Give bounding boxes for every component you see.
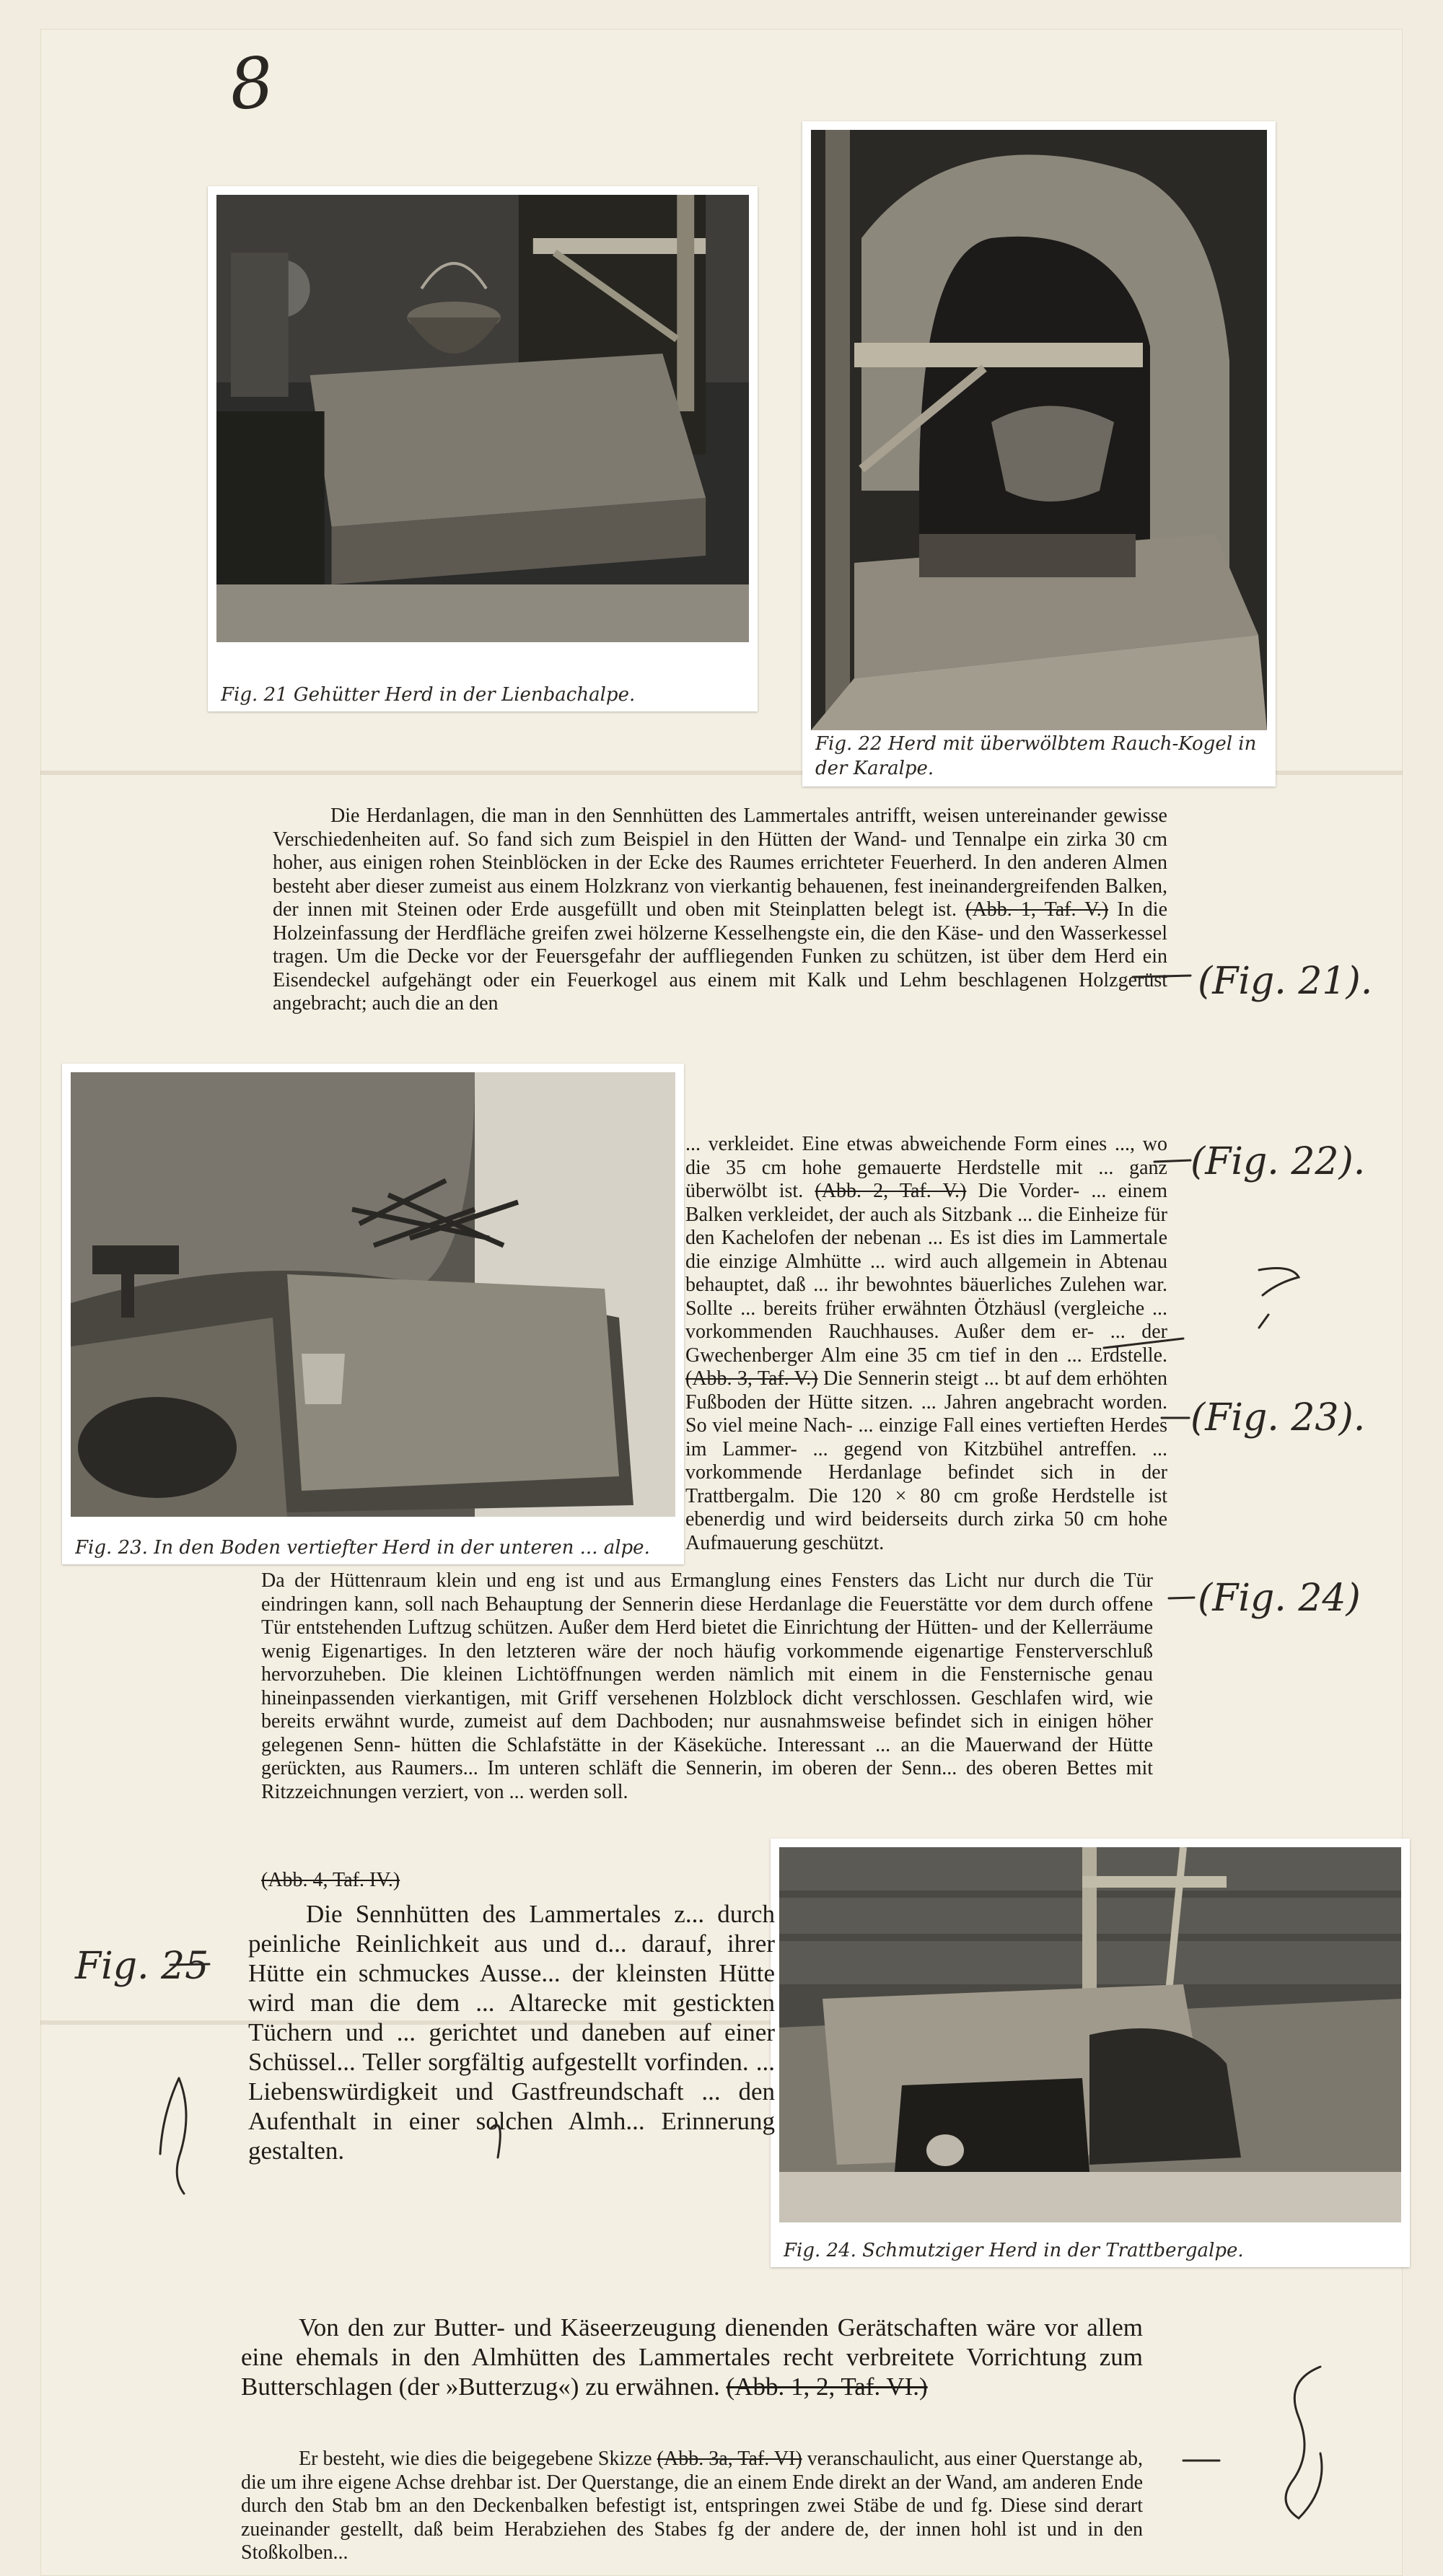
figure-21-caption: Fig. 21 Gehütter Herd in der Lienbachalpe. [221, 684, 636, 706]
plate-reference: (Abb. 1, Taf. V.) [965, 898, 1109, 921]
plate-reference: (Abb. 3a, Taf. VI) [657, 2448, 802, 2470]
plate-reference: (Abb. 3, Taf. V.) [685, 1367, 818, 1390]
margin-ref-fig-22: (Fig. 22). [1190, 1140, 1366, 1183]
plate-reference: (Abb. 2, Taf. V.) [815, 1180, 967, 1202]
paragraph-butterzug [241, 2313, 1143, 2401]
figure-24 [771, 1839, 1410, 2267]
plate-reference: (Abb. 1, 2, Taf. VI.) [726, 2373, 928, 2401]
plate-reference: (Abb. 4, Taf. IV.) [261, 1869, 400, 1891]
paragraph-text: Von den zur Butter- und Käseerzeugung dienenden Gerätschaften wäre vor allem eine ehemals in den Almhütten des Lammertales recht verbreitete Vorrichtung zum Butterschlagen (der »Butterzug«) zu erwähnen. [241, 2313, 1143, 2401]
figure-24-image [779, 1847, 1401, 2222]
figure-22-caption: Fig. 22 Herd mit überwölbtem Rauch-Kogel in der Karalpe. [815, 733, 1257, 779]
paragraph-herdanlagen [273, 805, 1167, 1016]
figure-24-caption: Fig. 24. Schmutziger Herd in der Trattbergalpe. [784, 2240, 1244, 2261]
paragraph-text: Die Sennerin steigt ... bt auf dem erhöhten Fußboden der Hütte sitzen. ... Jahren angebracht worden. So viel meine Nach- ... einzige Fall eines vertieften Herdes im Lammer- ... gegend von Kitzbühel antreffen. ... vorkommende Herdanlage befindet sich in der Trattbergalm. Die 120 × 80 cm große Herdstelle ist ebenerdig und wird beiderseits durch zirka 50 cm hohe Aufmauerung geschützt. [685, 1367, 1167, 1554]
paragraph-text: Die Herdanlagen, die man in den Sennhütten des Lammertales antrifft, weisen untereinander gewisse Verschiedenheiten auf. So fand sich zum Beispiel in den Hütten der Wand- und Tennalpe ein zirka 30 cm hoher, aus einigen rohen Steinblöcken in der Ecke des Raumes errichteter Feuerherd. In den anderen Almen besteht aber dieser zumeist aus einem Holzkranz von vierkantig behauenen, fest ineinandergreifenden Balken, der innen mit Steinen oder Erde ausgefüllt und oben mit Steinplatten belegt ist. [273, 805, 1167, 921]
paragraph-herdanlagen-continued [685, 1133, 1167, 1559]
margin-ref-fig-24: (Fig. 24) [1198, 1577, 1361, 1620]
figure-21-image [216, 195, 749, 642]
figure-22 [802, 121, 1276, 787]
margin-ref-fig-23: (Fig. 23). [1190, 1396, 1366, 1440]
paragraph-skizze [241, 2448, 1143, 2570]
paragraph-text: Die Vorder- ... einem Balken verkleidet, der auch als Sitzbank ... die Einheize für den Kachelofen der nebenan ... Es ist dies im Lammertale die einzige Almhütte ... wird auch allgemein in Abtenau behauptet, daß ... ihr bewohntes bäuerliches Zulehen war. Sollte ... bereits früher erwähnten Ötzhäusl (vergleiche ... vorkommenden Rauchhauses. Außer dem er- ... der Gwechenberger Alm eine 35 cm tief in den ... Erdstelle. [685, 1180, 1167, 1367]
paragraph-text: Er besteht, wie dies die beigegebene Skizze [299, 2448, 652, 2470]
margin-ref-fig-21: (Fig. 21). [1198, 960, 1373, 1003]
figure-21 [208, 186, 758, 711]
paragraph-text: In die Holzeinfassung der Herdfläche greifen zwei hölzerne Kesselhengste ein, die den Käse- und den Wasserkessel tragen. Um die Decke vor der Feuersgefahr der auffliegenden Funken zu schützen, ist über dem Herd ein Eisendeckel aufgehängt oder ein Feuerkogel aus einem mit Kalk und Lehm beschlagenen Holzgerüst angebracht; auch die an den [273, 898, 1168, 1015]
figure-22-image [811, 130, 1267, 730]
margin-ref-fig-25: Fig. 25 [75, 1945, 209, 1988]
paragraph-text: ... verkleidet. Eine etwas abweichende Form eines ..., wo die 35 cm hohe gemauerte Herdstelle mit ... ganz überwölbt ist. [685, 1133, 1167, 1202]
paragraph-text: Da der Hüttenraum klein und eng ist und aus Ermanglung eines Fensters das Licht nur durch die Tür eindringen kann, soll nach Behauptung der Sennerin diese Herdanlage die Feuerstätte vor dem durch offene Tür entstehenden Luftzug schützen. Außer dem Herd bietet die Einrichtung der Hütten- und der Kellerräume wenig Eigenartiges. In den letzteren wäre der noch häufig vorkommende eigenartige Fensterverschluß hervorzuheben. Die kleinen Lichtöffnungen werden nämlich mit einem in die Fensternische genau hineinpassenden vierkantigen, mit Griff versehenen Holzblock dicht verschlossen. Geschlafen wird, wie bereits erwähnt wurde, zumeist auf dem Dachboden; nur ausnahmsweise befindet sich in einigen höher gelegenen Senn- hütten die Schlafstätte in der Käseküche. Interessant ... an die Mauerwand der Hütte gerückten, aus Raumers... Im unteren schläft die Sennerin, im oberen der Senn... des oberen Bettes mit Ritzzeichnungen verziert, von ... werden soll. [261, 1569, 1153, 1803]
paragraph-text: Die Sennhütten des Lammertales z... durch peinliche Reinlichkeit aus und d... darauf, ihrer Hütte ein schmuckes Ausse... der kleinsten Hütte wird man die dem ... Altarecke mit gestickten Tüchern und ... gerichtet und daneben auf einer Schüssel... Teller sorgfältig aufgestellt vorfinden. ... Liebenswürdigkeit und Gastfreundschaft ... den Aufenthalt in einer solchen Almh... Erinnerung gestalten. [248, 1900, 775, 2165]
page-number: 8 [225, 41, 278, 126]
paragraph-sennhuetten [248, 1899, 775, 2289]
paragraph-trattberg [261, 1569, 1153, 1858]
figure-23-image [71, 1072, 675, 1517]
figure-23 [62, 1064, 684, 1564]
paragraph-end-line [261, 1869, 759, 1893]
figure-23-caption: Fig. 23. In den Boden vertiefter Herd in der unteren ... alpe. [75, 1537, 650, 1559]
paragraph-text: veranschaulicht, aus einer Querstange ab, die um ihre eigene Achse drehbar ist. Der Querstange, die an einem Ende direkt an der Wand, am anderen Ende durch den Stab bm an den Deckenbalken befestigt ist, entspringen zwei Stäbe de und fg. Diese sind derart zueinander gestellt, daß beim Herabziehen des Stabes fg der andere de, der innen hohl ist und in den Stoßkolben... [241, 2448, 1143, 2564]
